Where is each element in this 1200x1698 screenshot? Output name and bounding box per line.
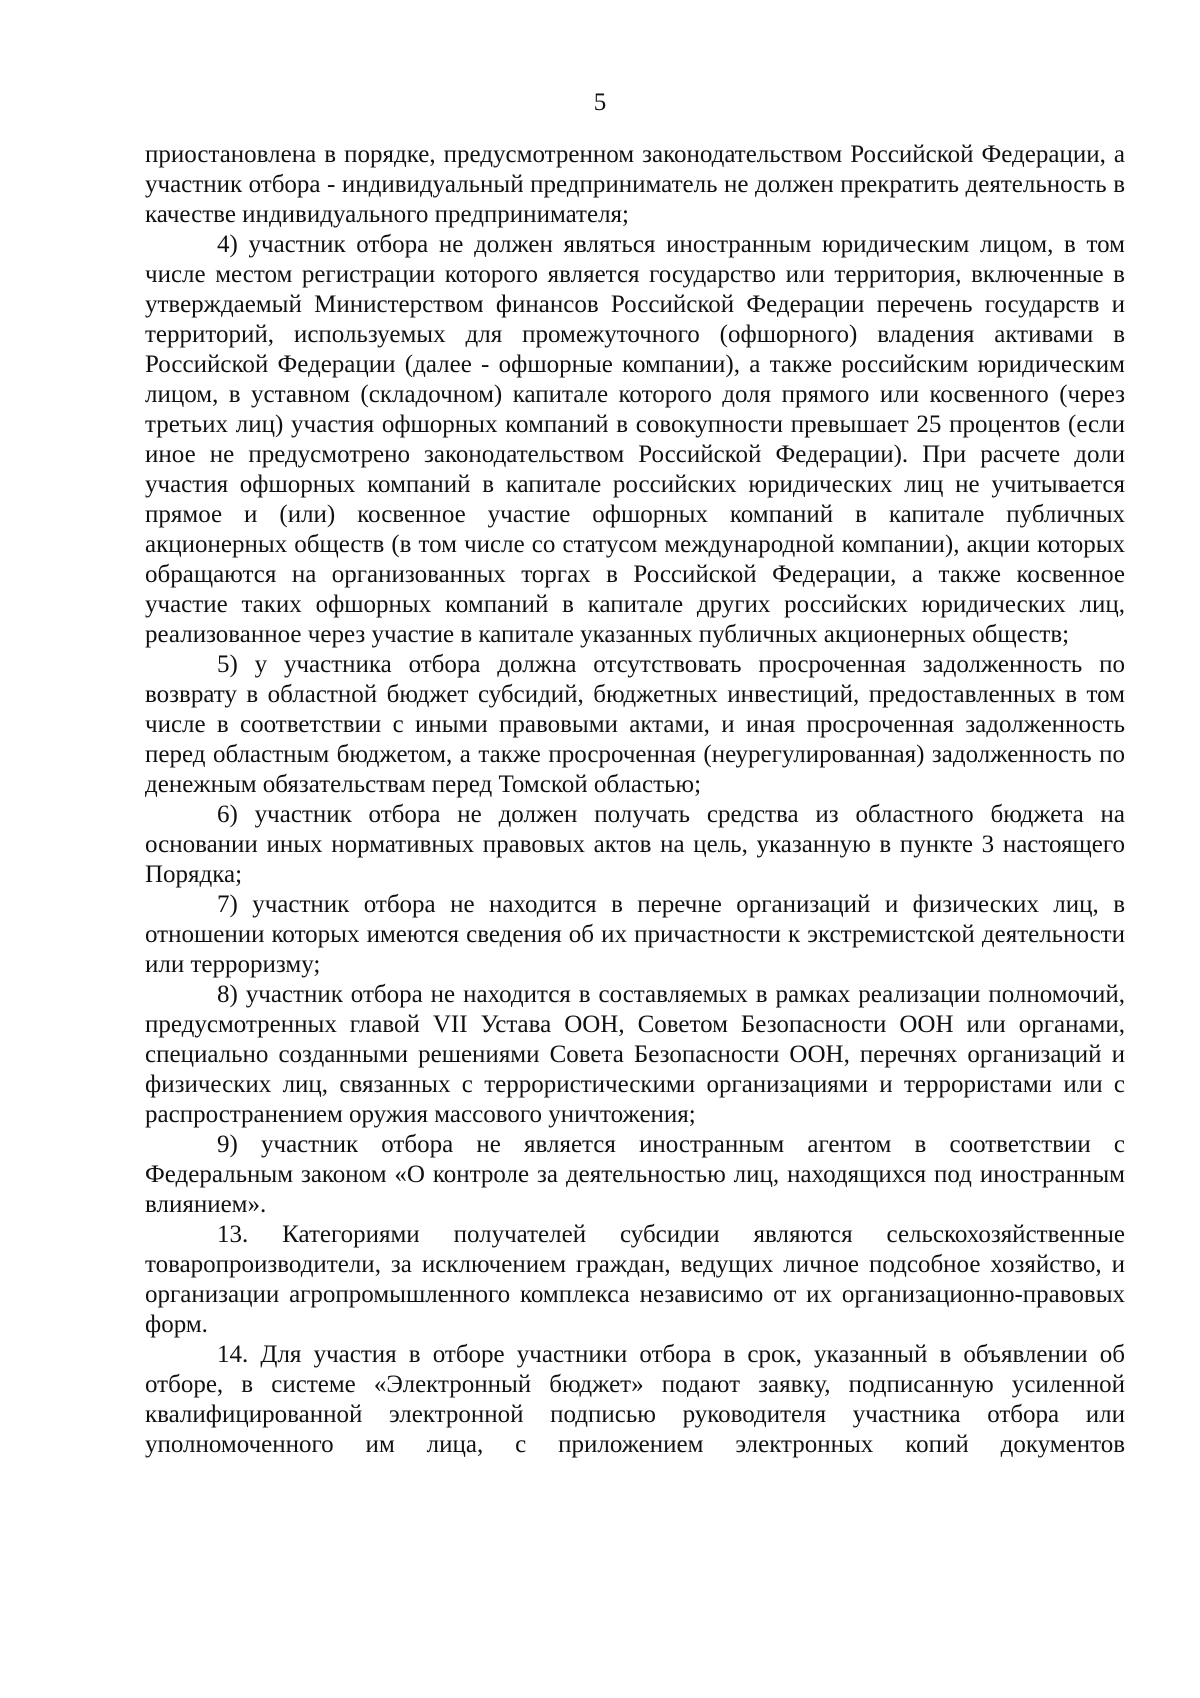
- document-body: [145, 140, 1125, 1460]
- paragraph-item-9: 9) участник отбора не является иностранным агентом в соответствии с Федеральным законом «О контроле за деятельностью лиц, находящихся под иностранным влиянием».: [145, 1131, 1125, 1218]
- paragraph-item-8: 8) участник отбора не находится в составляемых в рамках реализации полномочий, предусмотренных главой VII Устава ООН, Советом Безопасности ООН или органами, специально созданными решениями Совета Безопасности ООН, перечнях организаций и физических лиц, связанных с террористическими организациями и террористами или с распространением оружия массового уничтожения;: [145, 981, 1125, 1128]
- paragraph-continuation: приостановлена в порядке, предусмотренном законодательством Российской Федерации, а участник отбора - индивидуальный предприниматель не должен прекратить деятельность в качестве индивидуального предпринимателя;: [145, 141, 1125, 228]
- paragraph-item-7: 7) участник отбора не находится в перечне организаций и физических лиц, в отношении которых имеются сведения об их причастности к экстремистской деятельности или терроризму;: [145, 891, 1125, 978]
- paragraph-item-6: 6) участник отбора не должен получать средства из областного бюджета на основании иных нормативных правовых актов на цель, указанную в пункте 3 настоящего Порядка;: [145, 801, 1125, 888]
- paragraph-item-5: 5) у участника отбора должна отсутствовать просроченная задолженность по возврату в областной бюджет субсидий, бюджетных инвестиций, предоставленных в том числе в соответствии с иными правовыми актами, и иная просроченная задолженность перед областным бюджетом, а также просроченная (неурегулированная) задолженность по денежным обязательствам перед Томской областью;: [145, 651, 1125, 798]
- paragraph-item-4: 4) участник отбора не должен являться иностранным юридическим лицом, в том числе местом регистрации которого является государство или территория, включенные в утверждаемый Министерством финансов Российской Федерации перечень государств и территорий, используемых для промежуточного (офшорного) владения активами в Российской Федерации (далее - офшорные компании), а также российским юридическим лицом, в уставном (складочном) капитале которого доля прямого или косвенного (через третьих лиц) участия офшорных компаний в совокупности превышает 25 процентов (если иное не предусмотрено законодательством Российской Федерации). При расчете доли участия офшорных компаний в капитале российских юридических лиц не учитывается прямое и (или) косвенное участие офшорных компаний в капитале публичных акционерных обществ (в том числе со статусом международной компании), акции которых обращаются на организованных торгах в Российской Федерации, а также косвенное участие таких офшорных компаний в капитале других российских юридических лиц, реализованное через участие в капитале указанных публичных акционерных обществ;: [145, 231, 1125, 648]
- page-number: 5: [593, 89, 607, 116]
- paragraph-section-13: 13. Категориями получателей субсидии являются сельскохозяйственные товаропроизводители, за исключением граждан, ведущих личное подсобное хозяйство, и организации агропромышленного комплекса независимо от их организационно-правовых форм.: [145, 1221, 1125, 1338]
- paragraph-section-14: 14. Для участия в отборе участники отбора в срок, указанный в объявлении об отборе, в системе «Электронный бюджет» подают заявку, подписанную усиленной квалифицированной электронной подписью руководителя участника отбора или уполномоченного им лица, с приложением электронных копий документов: [145, 1341, 1125, 1458]
